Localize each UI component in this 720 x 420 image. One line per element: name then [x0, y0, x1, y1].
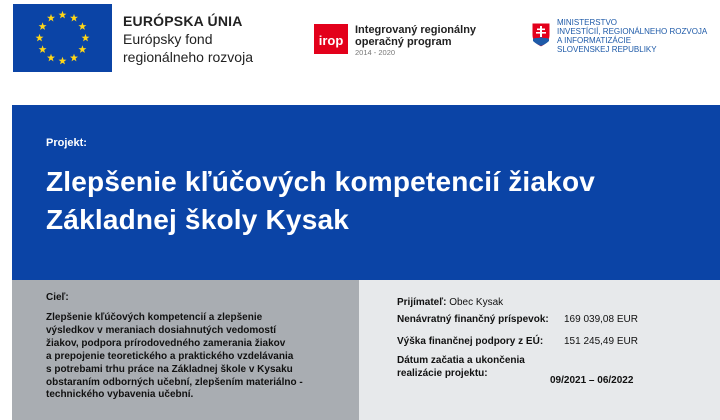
- project-title: [46, 163, 595, 239]
- eu-flag: [13, 4, 112, 72]
- ministry-line-2: INVESTÍCIÍ, REGIONÁLNEHO ROZVOJA: [557, 27, 708, 36]
- eu-star-icon: [82, 34, 90, 42]
- grant-value: 169 039,08 EUR: [564, 314, 638, 325]
- eu-support-value: 151 245,49 EUR: [564, 336, 638, 347]
- eu-fund-line-2: regionálneho rozvoja: [123, 49, 253, 65]
- eu-star-icon: [59, 11, 67, 19]
- project-info-panel: [359, 280, 720, 420]
- eu-star-icon: [39, 22, 47, 30]
- eu-caption: [123, 12, 253, 66]
- eu-title: EURÓPSKA ÚNIA: [123, 13, 243, 29]
- goal-line: s potrebami trhu práce na Základnej škole v Kysaku: [46, 363, 293, 375]
- irop-caption: [355, 24, 476, 58]
- goal-text: [46, 312, 303, 402]
- eu-star-icon: [70, 54, 78, 62]
- project-title-line-1: Zlepšenie kľúčových kompetencií žiakov: [46, 166, 596, 197]
- dates-label-text-2: realizácie projektu:: [397, 368, 488, 379]
- dates-label-line-1: [397, 355, 525, 366]
- eu-stars-icon: [13, 4, 112, 72]
- goal-panel: [12, 280, 359, 420]
- goal-line: žiakov, podpora prírodovedného zamerania žiakov: [46, 337, 286, 349]
- goal-line: obstaraním odborných učební, zlepšením materiálno -: [46, 376, 303, 388]
- eu-star-icon: [70, 14, 78, 22]
- goal-line: a prepojenie teoretického a praktického vzdelávania: [46, 350, 294, 362]
- eu-star-icon: [39, 45, 47, 53]
- dates-value-text: 09/2021 – 06/2022: [550, 375, 634, 386]
- project-title-line-2: Základnej školy Kysak: [46, 204, 350, 235]
- project-label: Projekt:: [46, 137, 87, 149]
- goal-line: technického vybavenia učební.: [46, 389, 194, 401]
- eu-support-row: [397, 336, 543, 347]
- dates-value: [550, 375, 633, 386]
- eu-star-icon: [36, 34, 44, 42]
- ministry-line-4: SLOVENSKEJ REPUBLIKY: [557, 45, 657, 54]
- irop-line-1: Integrovaný regionálny: [355, 24, 477, 36]
- dates-label-text-1: Dátum začatia a ukončenia: [397, 355, 525, 366]
- dates-label-line-2: [397, 368, 488, 379]
- eu-fund-line: Európsky fond: [123, 31, 213, 47]
- eu-support-label: Výška finančnej podpory z EÚ:: [397, 336, 544, 347]
- irop-logo-text: irop: [318, 33, 344, 48]
- eu-star-icon: [78, 45, 86, 53]
- recipient-label: Prijímateľ:: [397, 297, 447, 308]
- slovak-crest-icon: [531, 22, 551, 48]
- irop-logo: [314, 24, 348, 54]
- ministry-caption: [557, 18, 707, 54]
- irop-line-2: operačný program: [355, 36, 452, 48]
- eu-star-icon: [47, 54, 55, 62]
- recipient-value: Obec Kysak: [449, 297, 504, 308]
- eu-star-icon: [47, 14, 55, 22]
- goal-line: Zlepšenie kľúčových kompetencií a zlepšenie: [46, 312, 263, 323]
- goal-label: Cieľ:: [46, 292, 69, 303]
- grant-row: [397, 314, 549, 325]
- grant-label: Nenávratný finančný príspevok:: [397, 314, 549, 325]
- recipient-row: [397, 297, 503, 308]
- project-banner: [12, 105, 720, 280]
- ministry-line-3: A INFORMATIZÁCIE: [557, 36, 632, 45]
- goal-line: výsledkov v meraniach dosiahnutých vedomostí: [46, 324, 277, 336]
- logo-header: [0, 0, 720, 105]
- ministry-line-1: MINISTERSTVO: [557, 18, 618, 27]
- irop-years: 2014 - 2020: [355, 48, 396, 57]
- eu-star-icon: [78, 22, 86, 30]
- eu-star-icon: [59, 57, 67, 65]
